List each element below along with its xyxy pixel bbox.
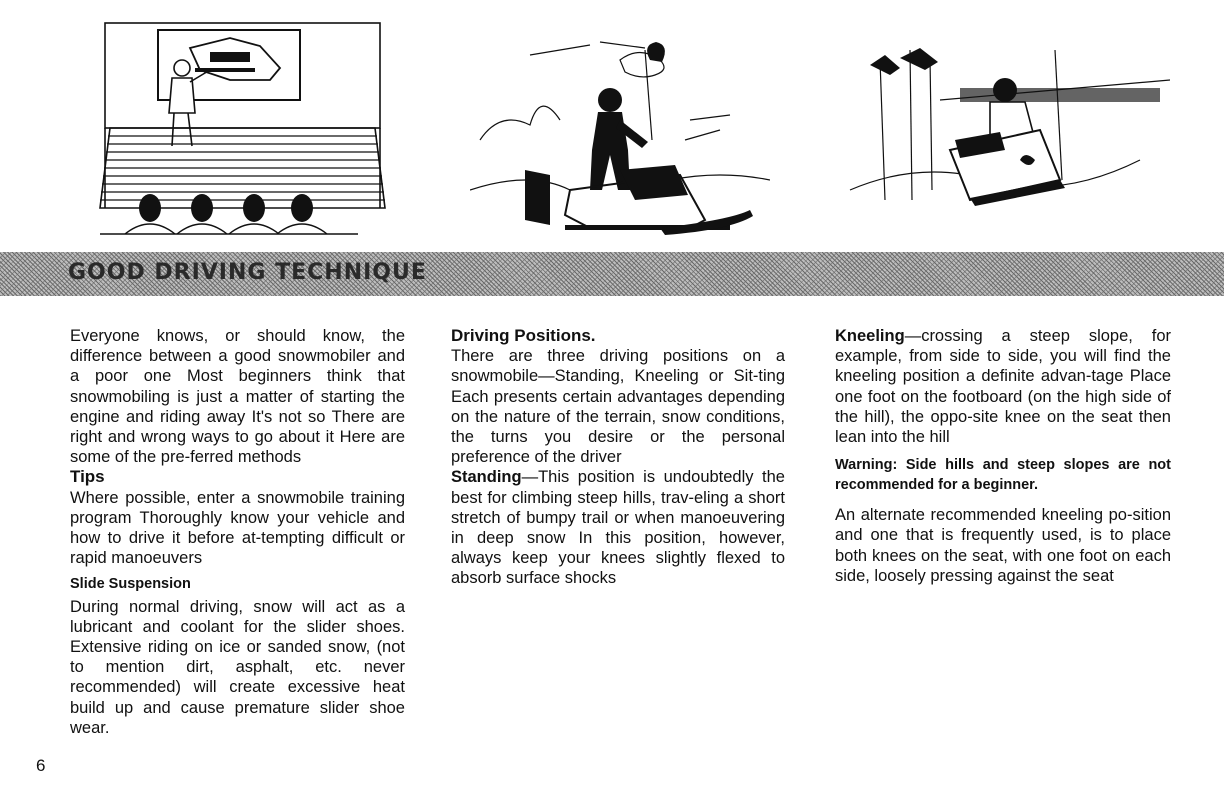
section-title: GOOD DRIVING TECHNIQUE	[68, 260, 427, 285]
classroom-illustration	[80, 18, 390, 240]
kneeling-lead: Kneeling	[835, 327, 905, 345]
slide-suspension-paragraph: During normal driving, snow will act as a lubricant and coolant for the slider shoes. Extensive riding on ice or sanded snow, (not to mention dirt, asphalt, etc. never recommended) will create excessive heat build up and cause premature slider shoe wear.	[70, 597, 405, 737]
slide-suspension-heading: Slide Suspension	[70, 576, 191, 593]
section-banner	[0, 252, 1224, 296]
kneeling-rider-illustration	[840, 40, 1170, 222]
page-number: 6	[36, 756, 46, 775]
standing-rider-illustration	[470, 30, 770, 252]
column-kneeling	[835, 326, 1171, 586]
kneeling-text: —crossing a steep slope, for example, from side to side, you will find the kneeling position a definite advan-tage Place one foot on the footboard (on the high side of the hill), the oppo-site knee on the seat then lean into the hill	[835, 327, 1171, 447]
warning-note: Warning: Side hills and steep slopes are not recommended for a beginner.	[835, 457, 1171, 494]
driving-positions-heading: Driving Positions.	[451, 326, 596, 345]
driving-positions-paragraph: There are three driving positions on a snowmobile—Standing, Kneeling or Sit-ting Each presents certain advantages depending on the nature of the terrain, snow conditions, the turns you desire or the personal preference of the driver	[451, 347, 785, 467]
alternate-kneeling-paragraph: An alternate recommended kneeling po-sition and one that is frequently used, is to place both knees on the seat, with one foot on each side, loosely pressing against the seat	[835, 506, 1171, 585]
column-positions	[451, 326, 785, 589]
tips-paragraph: Where possible, enter a snowmobile training program Thoroughly know your vehicle and how to drive it before at-tempting difficult or rapid manoeuvers	[70, 488, 405, 568]
standing-paragraph	[451, 467, 785, 588]
standing-lead: Standing	[451, 468, 522, 487]
column-intro	[70, 326, 405, 738]
kneeling-paragraph	[835, 326, 1171, 447]
tips-heading: Tips	[70, 467, 105, 487]
intro-paragraph: Everyone knows, or should know, the difference between a good snowmobiler and a poor one Most beginners think that snowmobiling is just a matter of starting the engine and riding away It's not so There are right and wrong ways to go about it Here are some of the pre-ferred methods	[70, 327, 405, 467]
standing-text: —This position is undoubtedly the best for climbing steep hills, trav-eling a short stretch of bumpy trail or when manoeuvering in deep snow In this position, however, always keep your knees slightly flexed to absorb surface shocks	[451, 468, 785, 588]
